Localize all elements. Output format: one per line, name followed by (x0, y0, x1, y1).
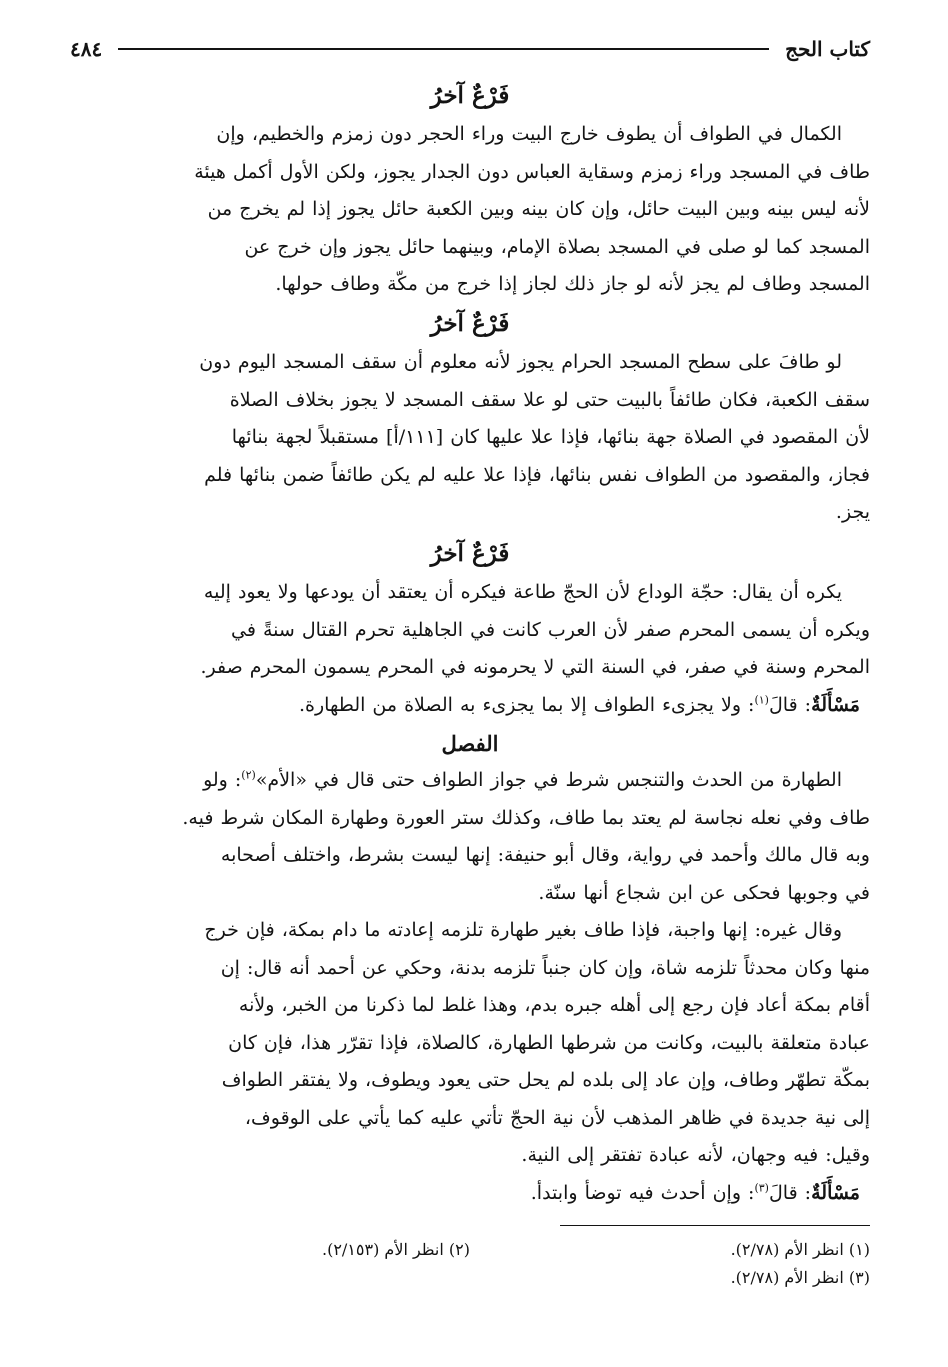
paragraph-line: المسجد كما لو صلى في المسجد بصلاة الإمام، وبينهما حائل يجوز وإن خرج عن (244, 235, 870, 258)
paragraph-line: في وجوبها فحكى عن ابن شجاع أنها سنّة. (538, 881, 870, 904)
footnote-3: (٣) انظر الأم (٢/٧٨). (730, 1268, 870, 1287)
section-2 (70, 304, 870, 532)
footnote-rule (560, 1225, 870, 1226)
section-heading: فَرْعٌ آخرُ (430, 540, 510, 567)
masala-line (70, 687, 870, 725)
paragraph-line: منها وكان محدثاً تلزمه شاة، وإن كان جنباً تلزمه بدنة، وحكي عن أحمد أنه قال: إن (220, 956, 870, 979)
paragraph-line: وقال غيره: إنها واجبة، فإذا طاف بغير طهارة تلزمه إعادته ما دام بمكة، فإن خرج (204, 919, 842, 941)
header-rule (118, 48, 769, 50)
section-heading: الفصل (441, 731, 499, 756)
line-text: الطهارة من الحدث والتنجس شرط في جواز الطواف حتى قال في «الأم» (255, 769, 842, 791)
paragraph-line: فجاز، والمقصود من الطواف نفس بنائها، فإذا علا عليه لم يكن طائفاً ضمن بنائها فلم (204, 463, 870, 486)
paragraph-line: وبه قال مالك وأحمد في رواية، وقال أبو حنيفة: إنها ليست بشرط، واختلف أصحابه (220, 844, 870, 866)
paragraph-line: الكمال في الطواف أن يطوف خارج البيت وراء الحجر دون زمزم والخطيم، وإن (216, 123, 842, 145)
page-number: ٤٨٤ (70, 37, 103, 61)
masala-word: مَسْأَلَةٌ (811, 1181, 860, 1204)
paragraph-line: طاف في المسجد وراء زمزم وسقاية العباس دون الجدار يجوز، ولكن الأول أكمل هيئة (194, 160, 870, 183)
paragraph-line: ويكره أن يسمى المحرم صفر لأن العرب كانت في الجاهلية تحرم القتال سنةً في (231, 618, 870, 641)
running-header (70, 32, 870, 66)
paragraph-line: المحرم وسنة في صفر، في السنة التي لا يحرمونه في المحرم يسمون المحرم صفر. (200, 656, 870, 678)
masala-text: : ولا يجزىء الطواف إلا بما يجزىء به الصلاة من الطهارة. (299, 693, 755, 716)
book-title: كتاب الحج (785, 37, 870, 61)
paragraph-line: وقيل: فيه وجهان، لأنه عبادة تفتقر إلى النية. (521, 1144, 870, 1166)
masala-qal: : قالَ (768, 693, 812, 716)
paragraph-line: عبادة متعلقة بالبيت، وكانت من شرطها الطهارة، كالصلاة، فإذا تقرّر هذا، فإن كان (228, 1031, 870, 1054)
footnote-row (70, 1264, 870, 1292)
masala-text: : وإن أحدث فيه توضأ وابتدأ. (530, 1181, 755, 1204)
footnotes (70, 1225, 870, 1292)
footnote-ref-1[interactable]: (١) (754, 693, 769, 707)
section-1 (70, 76, 870, 304)
paragraph-line: يكره أن يقال: حجّة الوداع لأن الحجّ طاعة فيكره أن يعتقد أن يودعها ولا يعود إليه (203, 581, 842, 603)
paragraph-line: لو طافَ على سطح المسجد الحرام يجوز لأنه معلوم أن سقف المسجد اليوم دون (199, 351, 842, 373)
section-heading: فَرْعٌ آخرُ (430, 82, 510, 109)
paragraph-line: المسجد وطاف لم يجز لأنه لو جاز ذلك لجاز إذا خرج من مكّة وطاف حولها. (275, 273, 870, 295)
section-3 (70, 534, 870, 724)
masala-line (70, 1175, 870, 1213)
paragraph-line: أقام بمكة أعاد فإن رجع إلى أهله جبره بدم، وهذا غلط لما ذكرنا من الخبر، ولأنه (238, 994, 870, 1016)
footnote-1: (١) انظر الأم (٢/٧٨). (730, 1240, 870, 1259)
footnote-row (70, 1236, 870, 1264)
line-text: : ولو (203, 769, 242, 791)
paragraph-line: إلى نية جديدة في ظاهر المذهب لأن نية الحجّ تأتي عليه كما يأتي على الوقوف، (244, 1106, 870, 1129)
paragraph-line: طاف وفي نعله نجاسة لم يعتد بما طاف، وكذلك ستر العورة وطهارة المكان شرط فيه. (182, 806, 870, 829)
footnote-ref-3[interactable]: (٣) (754, 1181, 769, 1195)
footnote-2: (٢) انظر الأم (٢/١٥٣). (321, 1240, 470, 1259)
paragraph-line: لأن المقصود في الصلاة جهة بنائها، فإذا علا عليها كان [١١١/أ] مستقبلاً لجهة بنائها (231, 426, 870, 448)
paragraph-line: بمكّة تطهّر وطاف، وإن عاد إلى بلده لم يحل حتى يعود ويطوف، ولا يفتقر الطواف (221, 1069, 870, 1091)
footnote-ref-2[interactable]: (٢) (241, 768, 256, 782)
section-heading: فَرْعٌ آخرُ (430, 310, 510, 337)
paragraph-line: يجز. (835, 501, 870, 523)
book-page (70, 0, 870, 1367)
masala-qal: : قالَ (768, 1181, 812, 1204)
section-4 (70, 726, 870, 1212)
paragraph-line (70, 762, 870, 800)
paragraph-line: سقف الكعبة، فكان طائفاً بالبيت حتى لو علا سقف المسجد لا يجوز بخلاف الصلاة (229, 388, 870, 411)
masala-word: مَسْأَلَةٌ (811, 693, 860, 716)
paragraph-line: لأنه ليس بينه وبين البيت حائل، وإن كان بينه وبين الكعبة حائل يجوز إذا لم يخرج من (207, 198, 870, 220)
